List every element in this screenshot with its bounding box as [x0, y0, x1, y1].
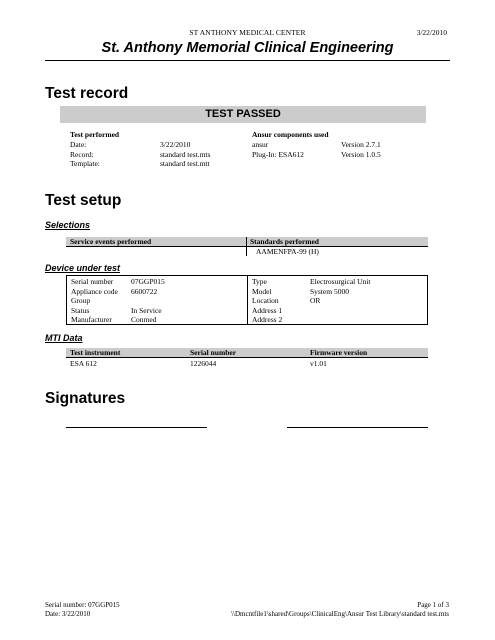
ansur-key-0: ansur	[252, 140, 269, 149]
signatures-heading: Signatures	[45, 390, 126, 407]
mti-header-bar	[66, 348, 428, 358]
ansur-version-0: Version 2.7.1	[341, 140, 381, 149]
footer-path: \\Dmcntfile1\shared\Groups\ClinicalEng\Ansur Test Library\standard test.mts	[231, 610, 449, 618]
footer-serial: Serial number: 07GGP015	[45, 601, 120, 609]
selections-heading: Selections	[45, 220, 91, 230]
footer-left	[45, 601, 120, 619]
device-status-key: Status	[71, 305, 90, 315]
mti-data-heading: MTI Data	[45, 333, 83, 343]
device-model-key: Model	[252, 286, 272, 296]
standards-header: Standards performed	[250, 237, 319, 246]
device-location-key: Location	[252, 296, 279, 305]
ansur-components-label: Ansur components used	[252, 130, 329, 139]
device-type-key: Type	[252, 277, 267, 286]
perf-template-value: standard test.mtt	[160, 159, 210, 168]
perf-date-value: 3/22/2010	[160, 140, 191, 149]
device-serial-value: 07GGP015	[131, 277, 165, 286]
document-title: St. Anthony Memorial Clinical Engineering	[101, 40, 394, 56]
signature-line-left	[66, 427, 207, 428]
service-events-header: Service events performed	[70, 237, 152, 246]
mti-firmware-value: v1.01	[310, 359, 327, 368]
selections-header-bar	[66, 237, 428, 247]
selections-divider	[246, 237, 247, 256]
footer-date: Date: 3/22/2010	[45, 610, 91, 618]
device-address2-key: Address 2	[252, 315, 283, 324]
device-model-value: System 5000	[310, 286, 349, 296]
mti-col-serial: Serial number	[190, 348, 237, 357]
standard-value: AAMENFPA-99 (H)	[256, 247, 319, 256]
device-status-value: In Service	[131, 305, 162, 315]
device-serial-key: Serial number	[71, 277, 114, 286]
perf-record-key: Record:	[70, 149, 94, 159]
test-setup-heading: Test setup	[45, 192, 122, 209]
device-type-value: Electrosurgical Unit	[310, 277, 371, 286]
title-divider	[45, 60, 450, 61]
mti-serial-value: 1226044	[190, 359, 217, 368]
mti-col-instrument: Test instrument	[70, 348, 121, 357]
device-box-divider	[247, 276, 248, 324]
ansur-key-1: Plug-In: ESA612	[252, 149, 304, 159]
device-location-value: OR	[310, 296, 321, 305]
device-appliance-key: Appliance code	[71, 286, 118, 296]
device-address1-key: Address 1	[252, 305, 283, 315]
signature-line-right	[287, 427, 428, 428]
test-performed-label: Test performed	[70, 130, 120, 139]
footer-right	[231, 601, 449, 619]
device-under-test-heading: Device under test	[45, 263, 121, 273]
mti-col-firmware: Firmware version	[310, 348, 368, 357]
header-date: 3/22/2010	[416, 28, 447, 37]
ansur-version-1: Version 1.0.5	[341, 149, 381, 159]
perf-template-key: Template:	[70, 159, 100, 168]
test-result-banner: TEST PASSED	[60, 106, 426, 123]
footer-page: Page 1 of 3	[417, 601, 449, 609]
perf-date-key: Date:	[70, 140, 87, 149]
test-record-heading: Test record	[45, 85, 129, 102]
device-manufacturer-value: Conmed	[131, 315, 157, 324]
device-appliance-value: 6600722	[131, 286, 158, 296]
device-box	[66, 275, 428, 325]
mti-instrument-value: ESA 612	[70, 359, 97, 368]
device-manufacturer-key: Manufacturer	[71, 315, 112, 324]
header-org: ST ANTHONY MEDICAL CENTER	[189, 28, 306, 37]
device-group-key: Group	[71, 296, 91, 305]
perf-record-value: standard test.mts	[160, 149, 211, 159]
